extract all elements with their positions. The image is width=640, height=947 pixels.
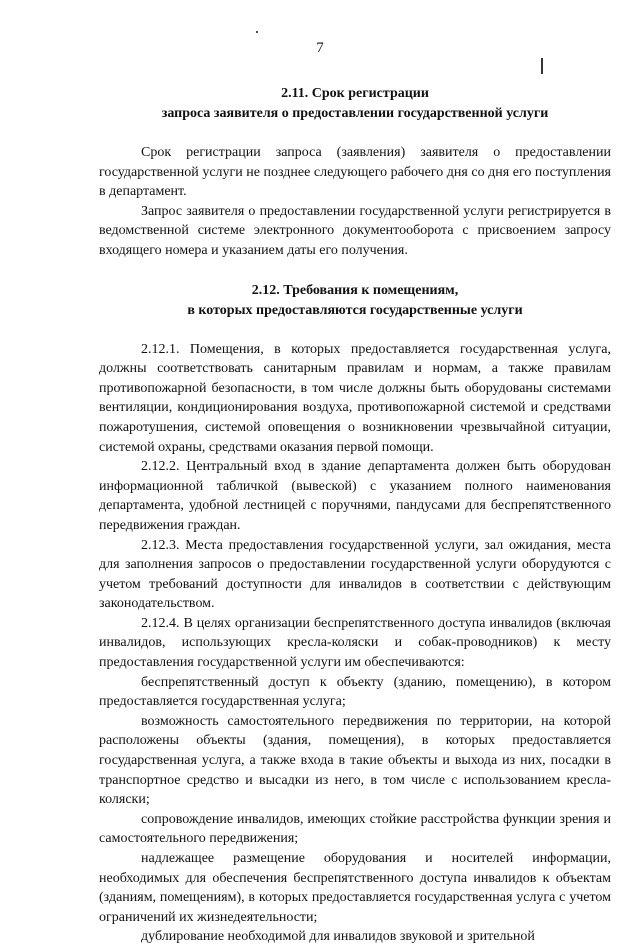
spacer bbox=[99, 321, 611, 340]
list-item: возможность самостоятельного передвижения по территории, на которой расположены объекты (здания, помещения), в которых предоставляется государственная услуга, а также входа в такие объекты и выхода из них, посадки в транспортное средство и высадки из него, в том числе с использованием кресла-коляски; bbox=[99, 713, 611, 808]
paragraph: Срок регистрации запроса (заявления) заявителя о предоставлении государственной услуги не позднее следующего рабочего дня со дня его поступления в департамент. bbox=[99, 145, 611, 200]
section-2-11-title-line2: запроса заявителя о предоставлении государственной услуги bbox=[161, 106, 549, 121]
scan-artifact-dot bbox=[256, 31, 258, 33]
page-number: 7 bbox=[316, 40, 324, 56]
section-2-11-title-line1: 2.11. Срок регистрации bbox=[281, 86, 429, 101]
document-body bbox=[99, 84, 611, 947]
spacer bbox=[99, 124, 611, 143]
paragraph: Запрос заявителя о предоставлении государственной услуги регистрируется в ведомственной системе электронного документооборота с присвоением запросу входящего номера и указанием даты его получения. bbox=[99, 203, 611, 258]
list-item: надлежащее размещение оборудования и носителей информации, необходимых для обеспечения беспрепятственного доступа инвалидов к объектам (зданиям, помещениям), в которых предоставляется государственная услуга с учетом ограничений их жизнедеятельности; bbox=[99, 851, 611, 925]
list-item: дублирование необходимой для инвалидов звуковой и зрительной bbox=[141, 929, 535, 945]
section-2-12-title-line1: 2.12. Требования к помещениям, bbox=[251, 282, 459, 298]
section-2-12-heading bbox=[99, 281, 611, 321]
paragraph-2-12-1: 2.12.1. Помещения, в которых предоставляется государственная услуга, должны соответствовать санитарным правилам и нормам, а также правилам противопожарной безопасности, в том числе должны быть оборудованы системами вентиляции, кондиционирования воздуха, противопожарной системой и средствами пожаротушения, системой оповещения о возникновении чрезвычайной ситуации, системой охраны, средствами оказания первой помощи. bbox=[99, 341, 611, 455]
paragraph-2-12-3: 2.12.3. Места предоставления государственной услуги, зал ожидания, места для заполнения запросов о предоставлении государственной услуги оборудуются с учетом требований доступности для инвалидов в соответствии с действующим законодательством. bbox=[99, 537, 611, 612]
section-2-12-title-line2: в которых предоставляются государственные услуги bbox=[187, 302, 523, 318]
scan-artifact-mark bbox=[541, 58, 543, 74]
paragraph-2-12-2: 2.12.2. Центральный вход в здание департамента должен быть оборудован информационной табличкой (вывеской) с указанием полного наименования департамента, удобной лестницей с поручнями, пандусами для беспрепятственного передвижения граждан. bbox=[99, 459, 611, 533]
paragraph-2-12-4: 2.12.4. В целях организации беспрепятственного доступа инвалидов (включая инвалидов, использующих кресла-коляски и собак-проводников) к месту предоставления государственной услуги им обеспечиваются: bbox=[99, 615, 611, 671]
list-item: сопровождение инвалидов, имеющих стойкие расстройства функции зрения и самостоятельного передвижения; bbox=[99, 811, 611, 847]
section-2-11 bbox=[99, 84, 611, 261]
section-2-11-heading bbox=[99, 84, 611, 124]
list-item: беспрепятственный доступ к объекту (зданию, помещению), в котором предоставляется государственная услуга; bbox=[99, 674, 611, 710]
section-2-12 bbox=[99, 281, 611, 947]
spacer bbox=[99, 261, 611, 281]
